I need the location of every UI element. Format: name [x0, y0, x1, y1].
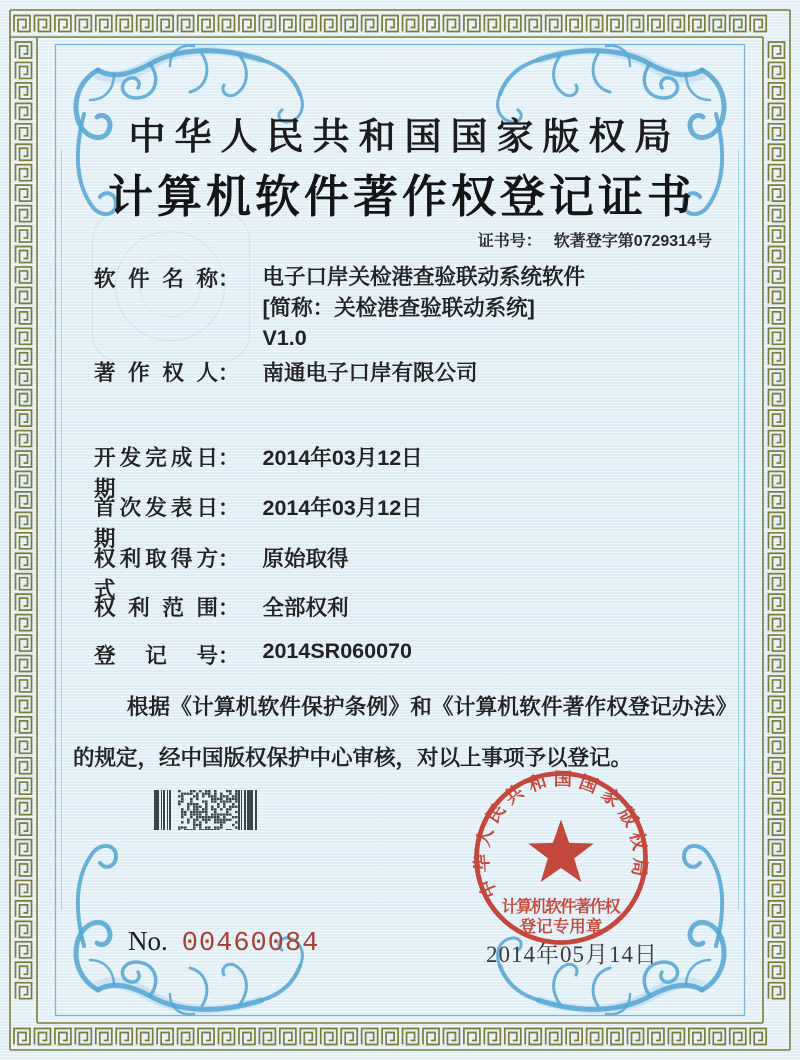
serial-prefix: No. [128, 926, 168, 956]
software-name-line3: V1.0 [262, 326, 307, 350]
seal-caption-line2: 登记专用章 [519, 916, 603, 936]
certificate-number-line [0, 228, 712, 251]
serial-number: 00460084 [181, 929, 320, 959]
field-label: 著作权人 [94, 361, 218, 385]
software-name-line2: [简称：关检港查验联动系统] [262, 295, 535, 320]
field-value: 南通电子口岸有限公司 [262, 361, 478, 385]
software-name-line1: 电子口岸关检港查验联动系统软件 [262, 265, 586, 289]
authority-title: 中华人民共和国国家版权局 [128, 117, 681, 158]
seal-ring-text: 中华人民共和国国家版权局 [471, 769, 651, 902]
field-label: 首次发表日期 [94, 496, 218, 551]
field-value: 2014年03月12日 [262, 496, 423, 520]
field-colon: ： [218, 547, 240, 571]
field-colon: ： [218, 267, 240, 291]
field-value: 全部权利 [262, 596, 349, 620]
certificate-title: 计算机软件著作权登记证书 [107, 172, 696, 222]
barcode [154, 790, 264, 830]
official-seal [465, 762, 657, 954]
field-label: 开发完成日期 [94, 446, 218, 501]
field-label: 软件名称 [94, 267, 218, 291]
field-colon: ： [218, 361, 240, 385]
seal-star-icon [528, 820, 594, 882]
field-colon: ： [218, 644, 240, 668]
field-colon: ： [218, 446, 240, 470]
field-colon: ： [218, 596, 240, 620]
field-right-scope [94, 591, 349, 622]
certificate-number-label: 证书号： [477, 233, 542, 250]
official-seal-image [465, 762, 657, 954]
field-value: 原始取得 [262, 547, 349, 571]
serial-number-line [128, 926, 319, 959]
seal-caption-line1: 计算机软件著作权 [501, 896, 621, 916]
field-label: 权利取得方式 [94, 547, 218, 602]
field-label: 权利范围 [94, 596, 218, 620]
field-value [263, 262, 586, 354]
registration-statement: 根据《计算机软件保护条例》和《计算机软件著作权登记办法》的规定，经中国版权保护中心审核，对以上事项予以登记。 [73, 695, 737, 770]
barcode-image [154, 790, 264, 830]
field-value: 2014SR060070 [262, 639, 412, 663]
field-software-name [94, 262, 585, 354]
certificate-number-value: 软著登字第0729314号 [553, 233, 712, 250]
seal-date: 2014年05月14日 [486, 942, 658, 967]
field-registration-no [94, 639, 412, 670]
field-colon: ： [218, 496, 240, 520]
field-value: 2014年03月12日 [262, 446, 423, 470]
field-copyright-owner [94, 356, 478, 387]
field-label: 登记号 [94, 644, 218, 668]
